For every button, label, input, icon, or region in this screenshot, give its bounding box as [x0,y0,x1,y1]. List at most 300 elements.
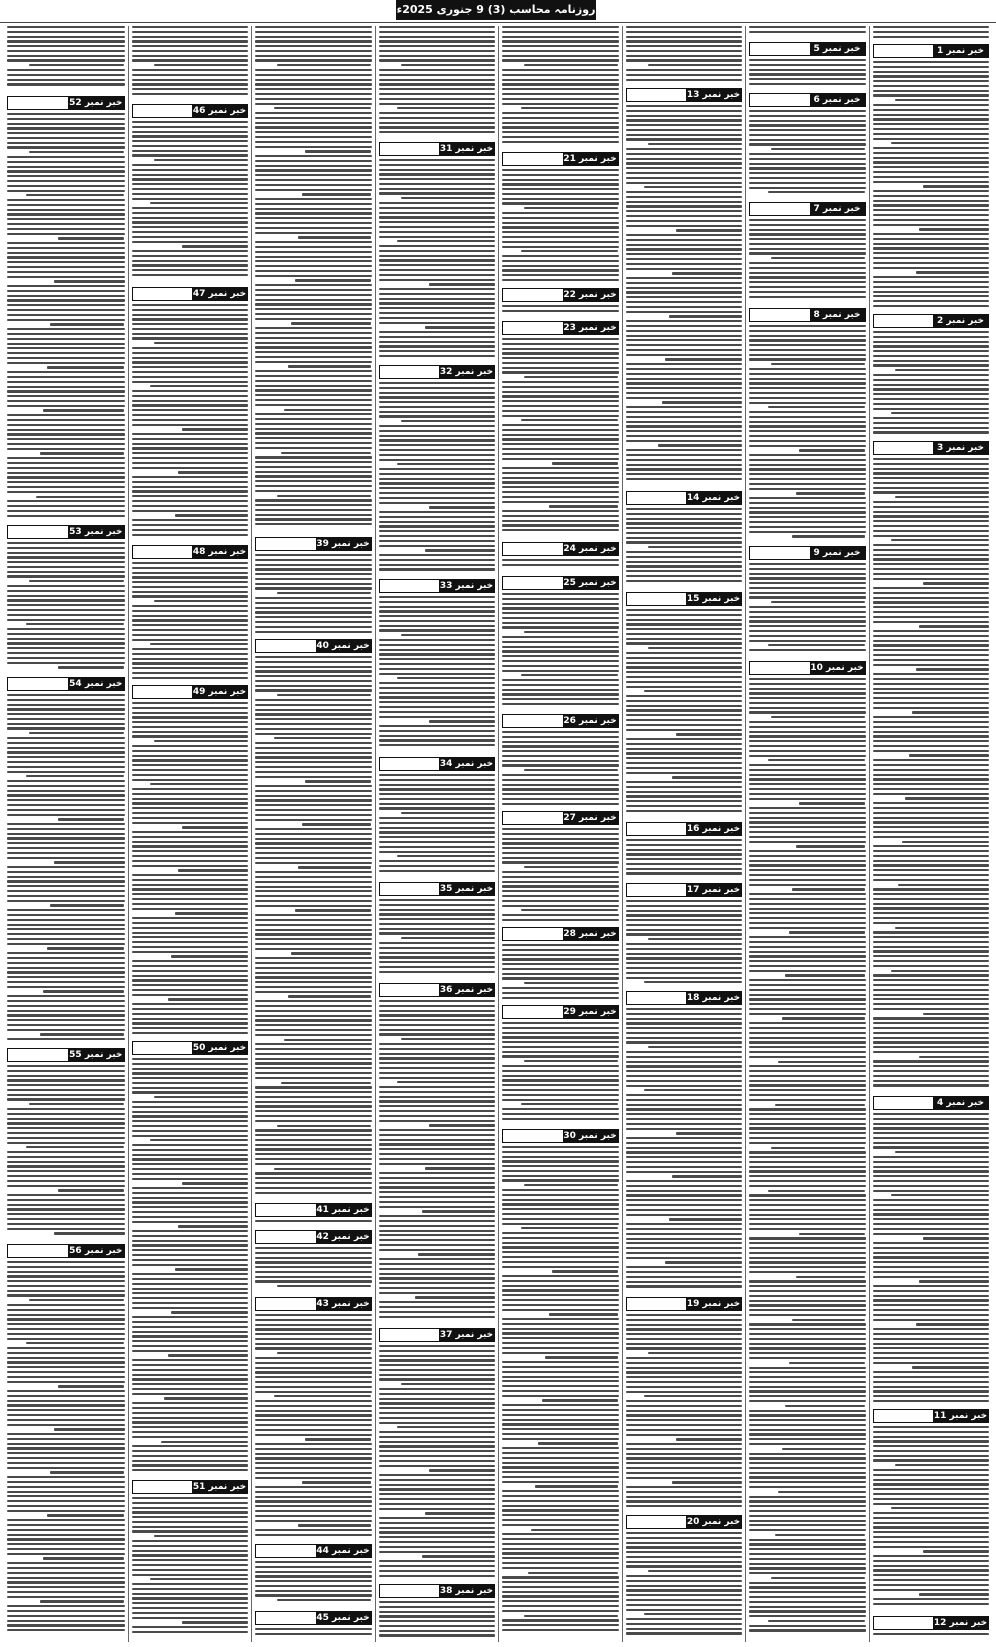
text-line [502,481,619,483]
text-line [749,860,866,862]
story-body [7,1065,125,1241]
text-line [749,625,866,627]
text-line [749,989,866,991]
text-line [255,112,372,114]
text-line [255,1120,372,1122]
text-line [132,860,249,862]
text-line [379,1110,496,1112]
text-line [255,1467,372,1469]
text-line [749,912,866,914]
text-line [749,755,866,757]
story-heading-label: خبر نمبر 55 [69,1050,123,1060]
text-line [626,411,743,413]
text-line [626,296,743,298]
text-line [873,1304,990,1306]
text-line [7,462,125,464]
text-line [626,210,743,212]
text-line [502,1500,619,1502]
text-line [379,1067,496,1069]
text-line [502,973,619,975]
text-line [379,1292,496,1294]
text-line [873,398,990,400]
text-line [749,143,866,145]
text-line [626,537,743,539]
text-line [749,1118,866,1120]
text-line [771,1577,865,1579]
text-line [379,923,496,925]
text-line [379,1215,496,1217]
text-line [132,1221,249,1223]
text-line [379,596,496,598]
text-line [873,1560,990,1562]
text-line [749,1610,866,1612]
text-line [873,1065,990,1067]
text-line [502,793,619,795]
text-line [626,1467,743,1469]
story-heading-label: خبر نمبر 26 [563,716,617,726]
text-line [502,1352,619,1354]
text-line [873,427,990,429]
text-line [132,1407,249,1409]
text-line [7,1467,125,1469]
text-line [255,1462,372,1464]
text-line [502,603,619,605]
text-line [502,352,619,354]
text-line [502,265,619,267]
text-line [528,1572,619,1574]
text-line [873,379,990,381]
text-line [891,142,989,144]
text-line [132,1612,249,1614]
text-line [132,1216,249,1218]
text-line [7,45,125,47]
text-line [626,1013,743,1015]
text-line [502,438,619,440]
text-line [379,1153,496,1155]
text-line [255,790,372,792]
text-line [379,1441,496,1443]
text-line [154,1535,248,1537]
text-line [379,511,496,513]
text-line [749,402,866,404]
text-line [132,1149,249,1151]
text-line [502,1591,619,1593]
text-line [132,1087,249,1089]
text-line [749,577,866,579]
text-line [132,337,249,339]
text-line [626,1618,743,1620]
text-line [255,554,372,556]
text-line [255,886,372,888]
text-line [379,1620,496,1622]
text-line [873,955,990,957]
text-line [7,1581,125,1583]
text-line [749,927,866,929]
text-line [502,1108,619,1110]
text-line [502,36,619,38]
text-line [379,473,496,475]
text-line [255,578,372,580]
text-line [132,586,249,588]
text-line [792,888,865,890]
text-line [284,1039,371,1041]
text-line [132,486,249,488]
text-line [255,972,372,974]
text-line [255,991,372,993]
text-line [7,213,125,215]
text-line [132,1359,249,1361]
text-line [749,1606,866,1608]
text-line [873,190,990,192]
text-line [26,775,125,777]
text-line [626,339,743,341]
text-line [502,83,619,85]
text-line [7,395,125,397]
text-line [648,64,742,66]
text-line [7,333,125,335]
text-line [749,778,866,780]
text-line [7,1500,125,1502]
text-line [132,855,249,857]
text-line [7,247,125,249]
text-line [379,1498,496,1500]
text-line [255,713,372,715]
text-line [626,743,743,745]
text-line [379,865,496,867]
text-line [7,1314,125,1316]
text-line [502,386,619,388]
text-line [255,423,372,425]
text-line [132,793,249,795]
text-line [873,487,990,489]
text-line [749,1266,866,1268]
story-heading-label: خبر نمبر 6 [810,94,865,106]
text-line [749,1529,866,1531]
text-line [502,1610,619,1612]
text-line [778,1491,865,1493]
text-line [397,1426,495,1428]
story-body [502,828,619,924]
story-body [502,338,619,539]
text-line [305,780,371,782]
text-line [749,1596,866,1598]
text-line [749,1037,866,1039]
text-line [379,103,496,105]
text-line [154,159,248,161]
text-line [7,486,125,488]
story-heading-label: خبر نمبر 30 [563,1131,617,1141]
text-line [379,615,496,617]
text-line [873,1142,990,1144]
text-line [873,535,990,537]
text-line [749,1247,866,1249]
story-heading [873,441,990,455]
text-line [626,551,743,553]
text-line [873,104,990,106]
text-line [502,1595,619,1597]
text-line [255,74,372,76]
text-line [7,1127,125,1129]
text-line [255,284,372,286]
text-line [502,226,619,228]
text-line [7,967,125,969]
text-line [502,1509,619,1511]
text-line [132,376,249,378]
text-line [648,1046,742,1048]
text-line [379,55,496,57]
text-line [7,1132,125,1134]
text-line [749,783,866,785]
text-line [502,246,619,248]
text-line [502,1113,619,1115]
text-line [502,760,619,762]
text-line [749,1075,866,1077]
text-line [379,245,496,247]
text-line [7,652,125,654]
text-line [7,1075,125,1077]
text-line [749,1271,866,1273]
text-line [132,395,249,397]
text-line [502,764,619,766]
text-line [132,1431,249,1433]
text-line [132,140,249,142]
text-line [7,1065,125,1067]
text-line [255,141,372,143]
text-line [397,1081,495,1083]
text-line [379,1407,496,1409]
text-line [7,1175,125,1177]
text-line [379,1522,496,1524]
text-line [379,1445,496,1447]
text-line [255,747,372,749]
text-line [7,343,125,345]
text-line [626,277,743,279]
text-line [502,1505,619,1507]
text-line [379,1263,496,1265]
text-line [7,833,125,835]
text-line [626,134,743,136]
text-line [7,218,125,220]
text-line [379,1450,496,1452]
text-line [7,74,125,76]
text-line [379,545,496,547]
text-line [545,1356,618,1358]
text-line [626,435,743,437]
text-line [379,554,496,556]
text-line [379,1615,496,1617]
text-line [132,591,249,593]
text-line [255,1187,372,1189]
text-line [502,655,619,657]
text-line [626,628,743,630]
text-line [749,1295,866,1297]
story-heading-label: خبر نمبر 32 [439,367,494,377]
text-line [873,1252,990,1254]
text-line [873,1271,990,1273]
text-line [502,1075,619,1077]
text-line [749,1309,866,1311]
text-line [626,1041,743,1043]
story-heading [749,42,866,56]
text-line [502,410,619,412]
story-body [502,1022,619,1126]
text-line [672,776,742,778]
text-line [749,1065,866,1067]
text-line [379,430,496,432]
text-line [7,142,125,144]
text-line [255,1010,372,1012]
text-line [255,342,372,344]
text-line [379,1191,496,1193]
text-line [502,1337,619,1339]
text-line [626,1594,743,1596]
text-line [873,1175,990,1177]
text-line [7,285,125,287]
text-line [132,529,249,531]
text-line [626,757,743,759]
text-line [502,1466,619,1468]
text-line [379,1531,496,1533]
news-column [622,26,746,1642]
text-line [7,986,125,988]
text-line [58,237,125,239]
text-line [873,133,990,135]
text-line [425,1512,495,1514]
text-line [873,252,990,254]
text-line [873,1166,990,1168]
text-line [415,1296,495,1298]
text-line [626,1505,743,1507]
text-line [255,146,372,148]
text-line [7,1400,125,1402]
text-line [923,1550,989,1552]
story-heading [502,927,619,941]
story-heading [502,542,619,556]
text-line [7,609,125,611]
text-line [749,129,866,131]
story-body [626,609,743,819]
text-line [379,345,496,347]
text-line [873,1008,990,1010]
text-line [749,59,866,61]
text-line [502,1051,619,1053]
text-line [132,879,249,881]
text-line [255,675,372,677]
text-line [379,952,496,954]
text-line [873,649,990,651]
news-column [251,26,375,1642]
text-line [379,317,496,319]
text-line [132,639,249,641]
text-line [873,350,990,352]
text-line [7,1381,125,1383]
text-line [7,647,125,649]
story-body [379,596,496,754]
text-line [29,732,124,734]
text-line [626,839,743,841]
text-line [7,271,125,273]
text-line [274,107,372,109]
text-line [749,167,866,169]
text-line [7,542,125,544]
story-heading-label: خبر نمبر 1 [933,45,988,57]
text-line [923,1237,989,1239]
text-line [873,544,990,546]
text-line [255,742,372,744]
text-line [182,826,248,828]
text-line [255,1529,372,1531]
story-heading-label: خبر نمبر 10 [810,663,864,673]
text-line [429,720,495,722]
text-line [379,459,496,461]
text-line [895,369,989,371]
text-line [502,784,619,786]
text-line [7,804,125,806]
text-line [132,241,249,243]
story-heading-label: خبر نمبر 23 [563,323,617,333]
text-line [749,1261,866,1263]
text-line [255,1429,372,1431]
story-heading [379,1584,496,1598]
text-line [7,1629,125,1631]
text-line [749,1629,866,1631]
text-line [873,1223,990,1225]
text-line [749,1237,866,1239]
text-line [626,614,743,616]
text-line [277,592,371,594]
text-line [749,1462,866,1464]
text-line [397,677,495,679]
text-line [502,274,619,276]
text-line [749,1151,866,1153]
text-line [626,1376,743,1378]
story-heading [379,983,496,997]
text-line [626,59,743,61]
story-heading [379,882,496,896]
text-line [397,240,495,242]
text-line [255,294,372,296]
text-line [7,1038,125,1040]
text-line [502,1404,619,1406]
text-line [749,764,866,766]
text-line [873,1503,990,1505]
story-heading-label: خبر نمبر 24 [563,544,617,554]
text-line [626,1623,743,1625]
text-line [255,621,372,623]
text-line [7,1371,125,1373]
text-line [749,620,866,622]
story-heading [379,579,496,593]
text-line [255,852,372,854]
text-line [132,1068,249,1070]
text-line [626,805,743,807]
text-line [132,1345,249,1347]
text-line [7,1481,125,1483]
story-body [502,944,619,1002]
text-line [502,1332,619,1334]
text-line [916,668,989,670]
text-line [255,568,372,570]
text-line [749,1520,866,1522]
text-line [255,1072,372,1074]
story-body [379,159,496,362]
text-line [47,1514,125,1516]
text-line [502,524,619,526]
text-line [873,984,990,986]
text-line [154,600,248,602]
text-line [502,1089,619,1091]
text-line [749,955,866,957]
